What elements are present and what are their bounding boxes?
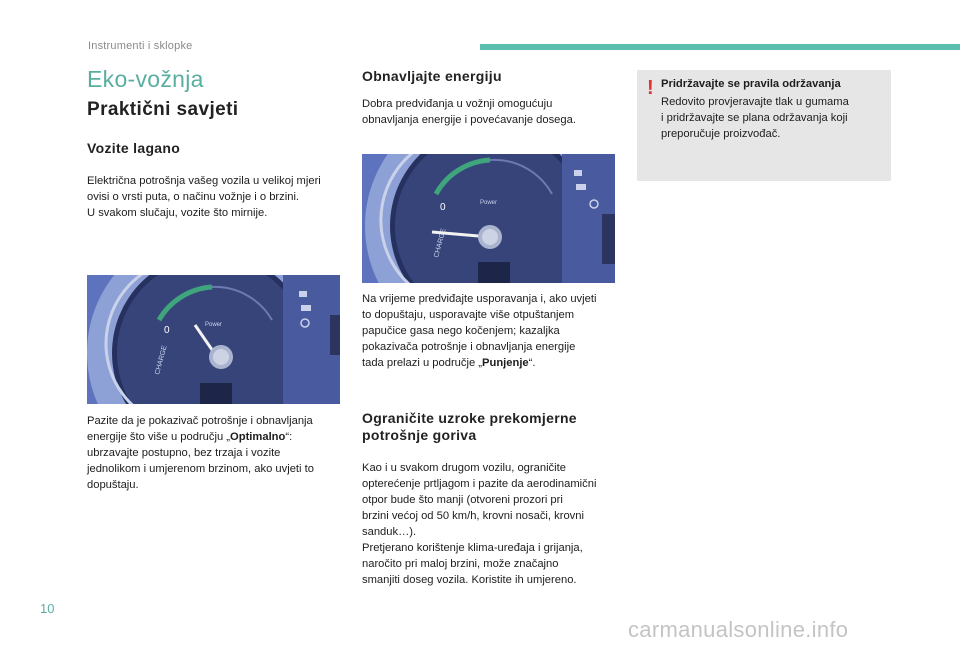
exclamation-icon: ! <box>647 77 654 99</box>
text-line: Električna potrošnja vašeg vozila u velikoj mjeri <box>87 175 321 187</box>
paragraph-obnavljajte <box>362 96 622 128</box>
text-line: Kao i u svakom drugom vozilu, ograničite <box>362 462 566 474</box>
heading-line: potrošnje goriva <box>362 427 477 443</box>
text-line: jednolikom i umjerenom brzinom, ako uvjeti to <box>87 463 314 475</box>
paragraph-punjenje <box>362 291 624 371</box>
text-line: ovisi o vrsti puta, o načinu vožnje i o brzini. <box>87 191 300 203</box>
text-line: otpor bude što manji (otvoreni prozori pri <box>362 494 563 506</box>
gauge-zero-label: 0 <box>164 325 170 336</box>
text-line: ubrzavajte postupno, bez trzaja i vozite <box>87 447 281 459</box>
heading-ogranicite-uzroke <box>362 410 577 444</box>
gauge-illustration <box>87 275 340 404</box>
text-line: naročito pri maloj brzini, može značajno <box>362 558 559 570</box>
dashboard-gauge-image-optimal <box>87 275 340 404</box>
text-line: U svakom slučaju, vozite što mirnije. <box>87 207 268 219</box>
header-accent-line <box>480 44 960 50</box>
text-span: energije što više u području „ <box>87 431 231 443</box>
page-title: Eko-vožnja <box>87 66 204 92</box>
warning-title: Pridržavajte se pravila održavanja <box>661 78 841 90</box>
gauge-illustration <box>362 154 615 283</box>
text-line: obnavljanja energije i povećavanje dosega. <box>362 114 576 126</box>
warning-text <box>661 94 881 142</box>
text-line: Pretjerano korištenje klima-uređaja i grijanja, <box>362 542 583 554</box>
text-line: to dopuštaju, usporavajte više otpuštanjem <box>362 309 575 321</box>
page-number: 10 <box>40 601 55 616</box>
section-subtitle: Praktični savjeti <box>87 99 239 120</box>
text-line: smanjiti doseg vozila. Koristite ih umjereno. <box>362 574 577 586</box>
maintenance-warning-box <box>637 70 891 181</box>
text-line: opterećenje prtljagom i pazite da aerodinamični <box>362 478 597 490</box>
text-line-optimalno <box>87 429 347 445</box>
text-line: sanduk…). <box>362 526 417 538</box>
text-line: Na vrijeme predviđajte usporavanja i, ako uvjeti <box>362 293 597 305</box>
gauge-power-label: Power <box>205 322 223 328</box>
paragraph-ogranicite <box>362 460 624 588</box>
text-span: tada prelazi u područje „ <box>362 357 483 369</box>
term-optimalno: Optimalno <box>230 431 286 443</box>
paragraph-vozite-lagano <box>87 173 347 221</box>
dashboard-gauge-image-charge <box>362 154 615 283</box>
text-line: brzini većoj od 50 km/h, krovni nosači, krovni <box>362 510 584 522</box>
gauge-charge-label: CHARGE <box>154 344 169 376</box>
text-line: i pridržavajte se plana održavanja koji <box>661 112 848 124</box>
term-punjenje: Punjenje <box>482 357 529 369</box>
section-label: Instrumenti i sklopke <box>88 40 193 52</box>
text-line: Pazite da je pokazivač potrošnje i obnavljanja <box>87 415 313 427</box>
heading-obnavljajte-energiju: Obnavljajte energiju <box>362 68 502 84</box>
text-line-punjenje <box>362 355 624 371</box>
text-line: dopuštaju. <box>87 479 139 491</box>
heading-line: Ograničite uzroke prekomjerne <box>362 410 577 426</box>
text-line: Redovito provjeravajte tlak u gumama <box>661 96 849 108</box>
text-line: preporučuje proizvođač. <box>661 128 781 140</box>
paragraph-optimalno <box>87 413 347 493</box>
gauge-charge-label: CHARGE <box>433 227 448 259</box>
gauge-power-label: Power <box>480 200 498 206</box>
text-line: pokazivača potrošnje i obnavljanja energije <box>362 341 576 353</box>
watermark[interactable]: carmanualsonline.info <box>628 617 849 642</box>
text-span: “: <box>285 431 293 443</box>
text-line: Dobra predviđanja u vožnji omogućuju <box>362 98 553 110</box>
gauge-zero-label: 0 <box>440 202 446 213</box>
heading-vozite-lagano: Vozite lagano <box>87 140 181 156</box>
text-line: papučice gasa nego kočenjem; kazaljka <box>362 325 560 337</box>
text-span: “. <box>528 357 536 369</box>
